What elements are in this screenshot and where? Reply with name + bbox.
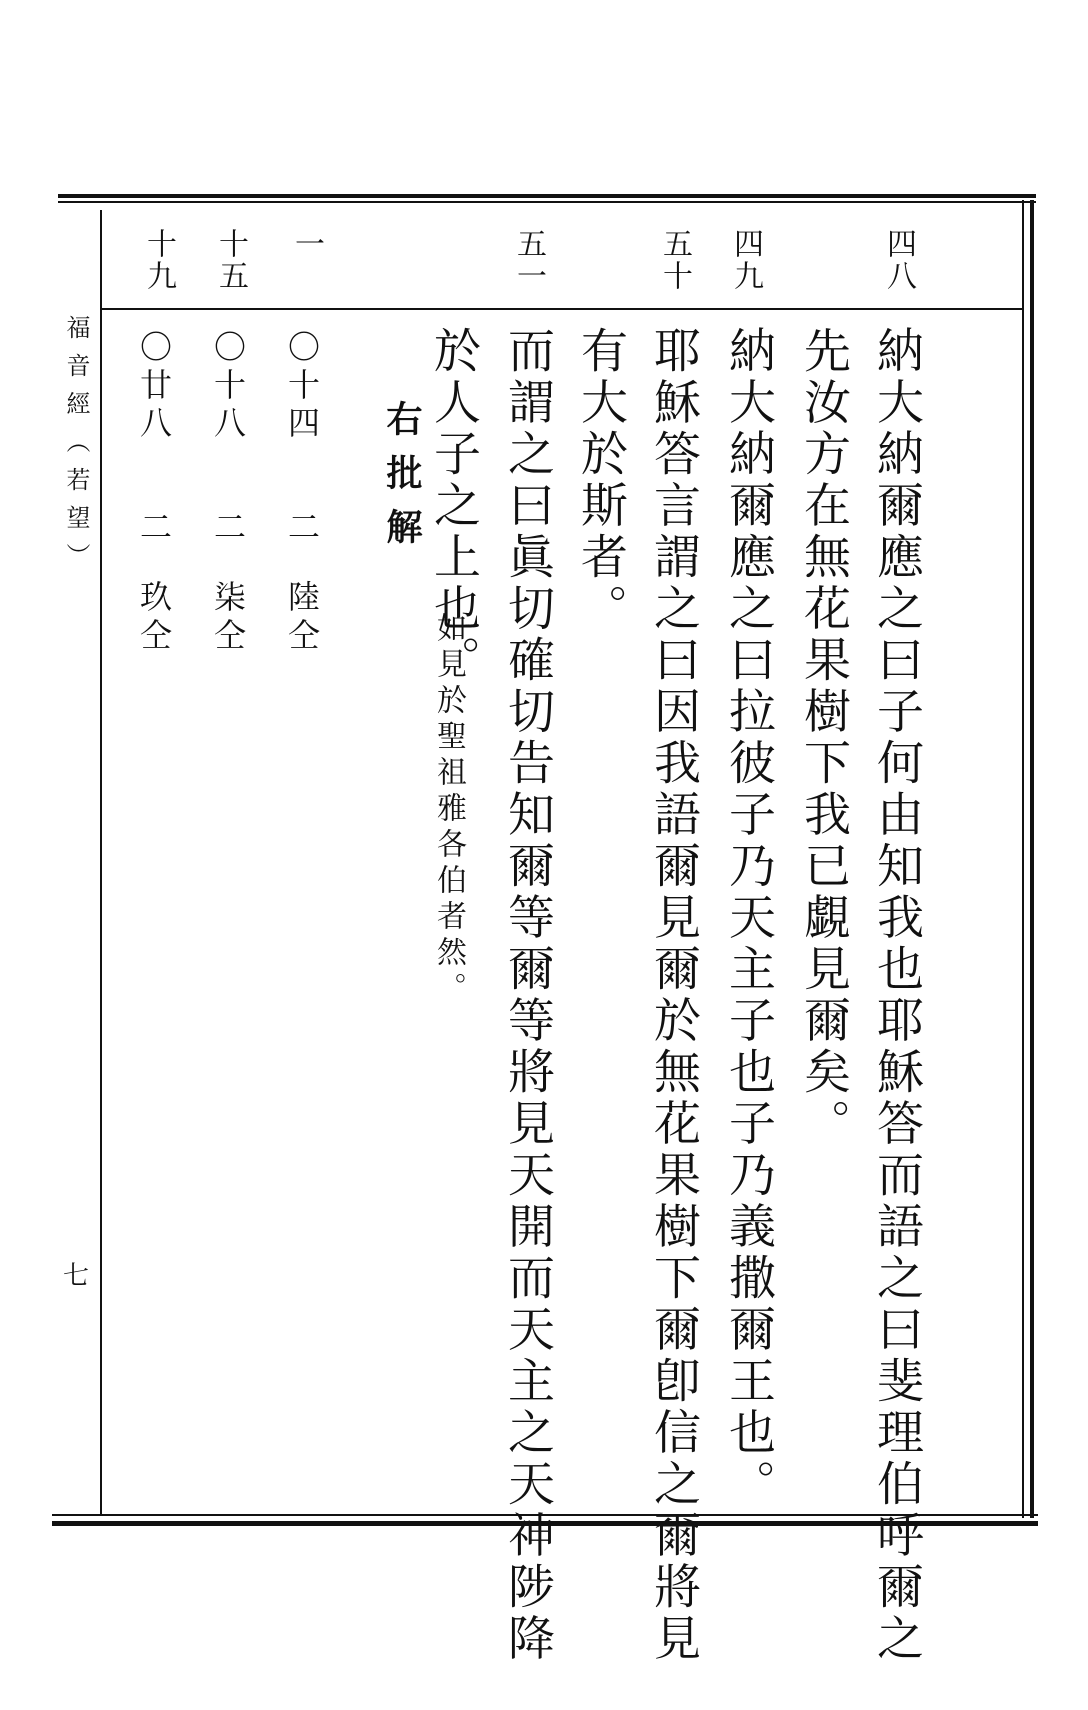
ref-1-verse: 一: [289, 228, 324, 260]
verse-51-column-1: 而謂之曰眞切確切告知爾等爾等將見天開而天主之天神陟降: [500, 326, 555, 1665]
running-title: 福音經（若望）: [62, 315, 90, 581]
ref-2-verse: 十五: [213, 228, 248, 292]
verse-number-51: 五一: [511, 228, 546, 292]
references-heading: 右批解: [381, 400, 423, 562]
ref-3-note: 玖仝: [135, 580, 173, 656]
page-frame-left: [100, 210, 102, 1514]
verse-48-column-2: 先汝方在無花果樹下我已覷見爾矣。: [796, 326, 851, 1150]
ref-2-chapter: 〇十八: [209, 330, 247, 444]
verse-50-column-2: 有大於斯者。: [573, 326, 628, 635]
ref-3-chapter: 〇廿八: [135, 330, 173, 444]
ref-3-verse: 十九: [141, 228, 176, 292]
ref-3-book: 二: [135, 510, 173, 548]
ref-2-book: 二: [209, 510, 247, 548]
verse-number-rule: [102, 308, 1024, 310]
verse-51-commentary: 如見於聖祖雅各伯者然。: [431, 612, 466, 1008]
verse-number-49: 四九: [728, 228, 763, 292]
page-frame-top: [58, 194, 1036, 203]
verse-48-column-1: 納大納爾應之曰子何由知我也耶穌答而語之曰斐理伯呼爾之: [869, 326, 924, 1665]
ref-1-book: 二: [283, 510, 321, 548]
page-number: 七: [62, 1261, 89, 1291]
verse-number-48: 四八: [881, 228, 916, 292]
ref-1-note: 陸仝: [283, 580, 321, 656]
page-frame-right: [1022, 200, 1034, 1518]
verse-50-column-1: 耶穌答言謂之曰因我語爾見爾於無花果樹下爾卽信之爾將見: [646, 326, 701, 1665]
verse-number-50: 五十: [657, 228, 692, 292]
ref-1-chapter: 〇十四: [283, 330, 321, 444]
verse-49-column: 納大納爾應之曰拉彼子乃天主子也子乃義撒爾王也。: [721, 326, 776, 1511]
ref-2-note: 柒仝: [209, 580, 247, 656]
verse-51-column-2: 於人子之上也。: [426, 326, 481, 687]
